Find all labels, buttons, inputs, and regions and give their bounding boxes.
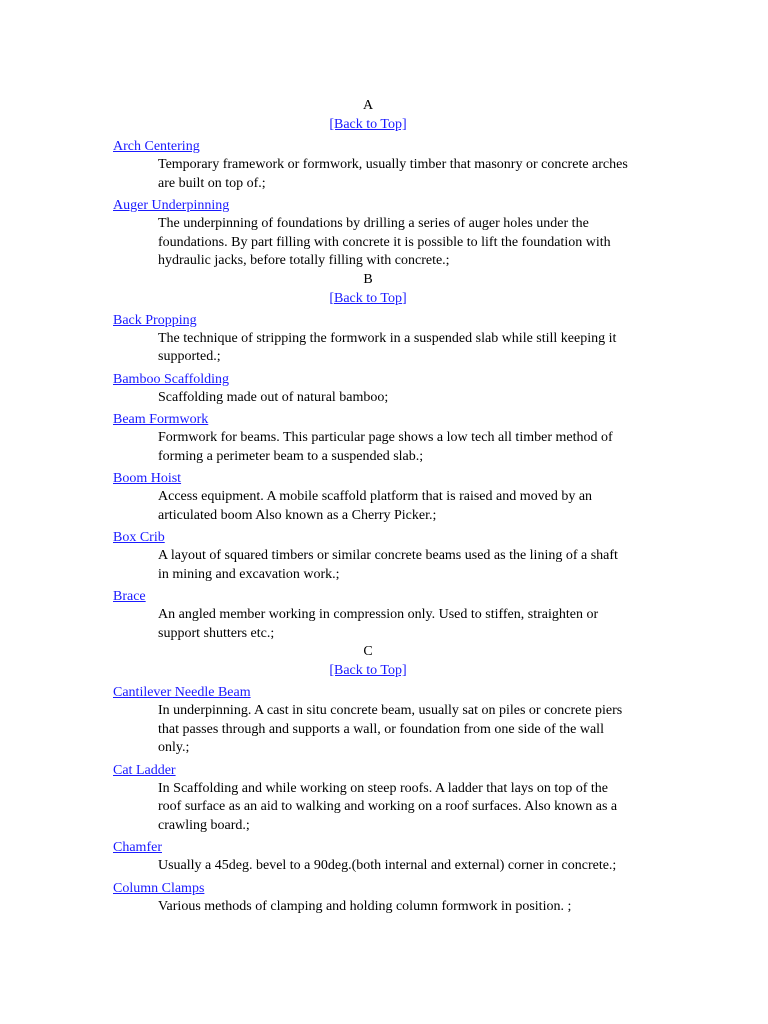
term-link-cat-ladder[interactable]: Cat Ladder (113, 762, 176, 778)
list-item (113, 138, 633, 156)
term-definition: Various methods of clamping and holding column formwork in position. ; (158, 898, 572, 914)
term-list-b (113, 312, 633, 644)
list-item (113, 470, 633, 488)
list-item (113, 762, 633, 780)
list-item (113, 529, 633, 547)
section-header-c (113, 643, 623, 680)
back-to-top-link[interactable]: [Back to Top] (329, 290, 407, 306)
term-link-cantilever-needle-beam[interactable]: Cantilever Needle Beam (113, 685, 251, 700)
term-link-boom-hoist[interactable]: Boom Hoist (113, 471, 182, 486)
list-item (113, 312, 633, 330)
list-item (113, 839, 633, 857)
term-definition: The underpinning of foundations by drilling a series of auger holes under the foundations. By part filling with concrete it is possible to lift the foundation with hydraulic jacks, before totally filling with concrete.; (158, 216, 611, 268)
section-letter: A (362, 98, 374, 113)
term-link-chamfer[interactable]: Chamfer (113, 840, 162, 855)
term-definition: Temporary framework or formwork, usually timber that masonry or concrete arches are built on top of.; (158, 157, 628, 191)
section-letter: C (363, 644, 373, 659)
term-list-a (113, 138, 633, 271)
term-definition: In underpinning. A cast in situ concrete beam, usually sat on piles or concrete piers that passes through and supports a wall, or foundation from one side of the wall only.; (158, 703, 623, 755)
section-header-b (113, 271, 623, 308)
term-link-beam-formwork[interactable]: Beam Formwork (113, 412, 209, 427)
term-definition: In Scaffolding and while working on steep roofs. A ladder that lays on top of the roof surface as an aid to walking and working on a roof surfaces. Also known as a crawling board.; (158, 780, 618, 833)
list-item (113, 411, 633, 429)
term-definition: A layout of squared timbers or similar concrete beams used as the lining of a shaft in mining and excavation work.; (158, 548, 618, 582)
glossary (113, 97, 633, 916)
list-item (113, 684, 633, 702)
term-link-arch-centering[interactable]: Arch Centering (113, 139, 200, 154)
list-item (113, 197, 633, 215)
term-list-c (113, 684, 633, 916)
term-link-brace[interactable]: Brace (113, 589, 146, 604)
term-definition: An angled member working in compression only. Used to stiffen, straighten or support shutters etc.; (158, 607, 599, 641)
term-link-auger-underpinning[interactable]: Auger Underpinning (113, 198, 230, 213)
list-item (113, 588, 633, 606)
term-definition: Scaffolding made out of natural bamboo; (158, 389, 389, 405)
section-letter: B (363, 271, 373, 287)
back-to-top-link[interactable]: [Back to Top] (329, 663, 407, 678)
term-definition: Formwork for beams. This particular page shows a low tech all timber method of forming a perimeter beam to a suspended slab.; (158, 430, 613, 464)
list-item (113, 880, 633, 898)
term-definition: Access equipment. A mobile scaffold platform that is raised and moved by an articulated boom Also known as a Cherry Picker.; (158, 489, 593, 523)
term-link-bamboo-scaffolding[interactable]: Bamboo Scaffolding (113, 371, 230, 387)
term-definition: Usually a 45deg. bevel to a 90deg.(both internal and external) corner in concrete.; (158, 858, 617, 873)
list-item (113, 371, 633, 389)
term-link-column-clamps[interactable]: Column Clamps (113, 880, 205, 896)
term-link-back-propping[interactable]: Back Propping (113, 312, 197, 328)
back-to-top-link[interactable]: [Back to Top] (329, 117, 407, 132)
term-link-box-crib[interactable]: Box Crib (113, 530, 165, 545)
term-definition: The technique of stripping the formwork in a suspended slab while still keeping it supported.; (158, 330, 617, 364)
section-header-a (113, 97, 623, 134)
